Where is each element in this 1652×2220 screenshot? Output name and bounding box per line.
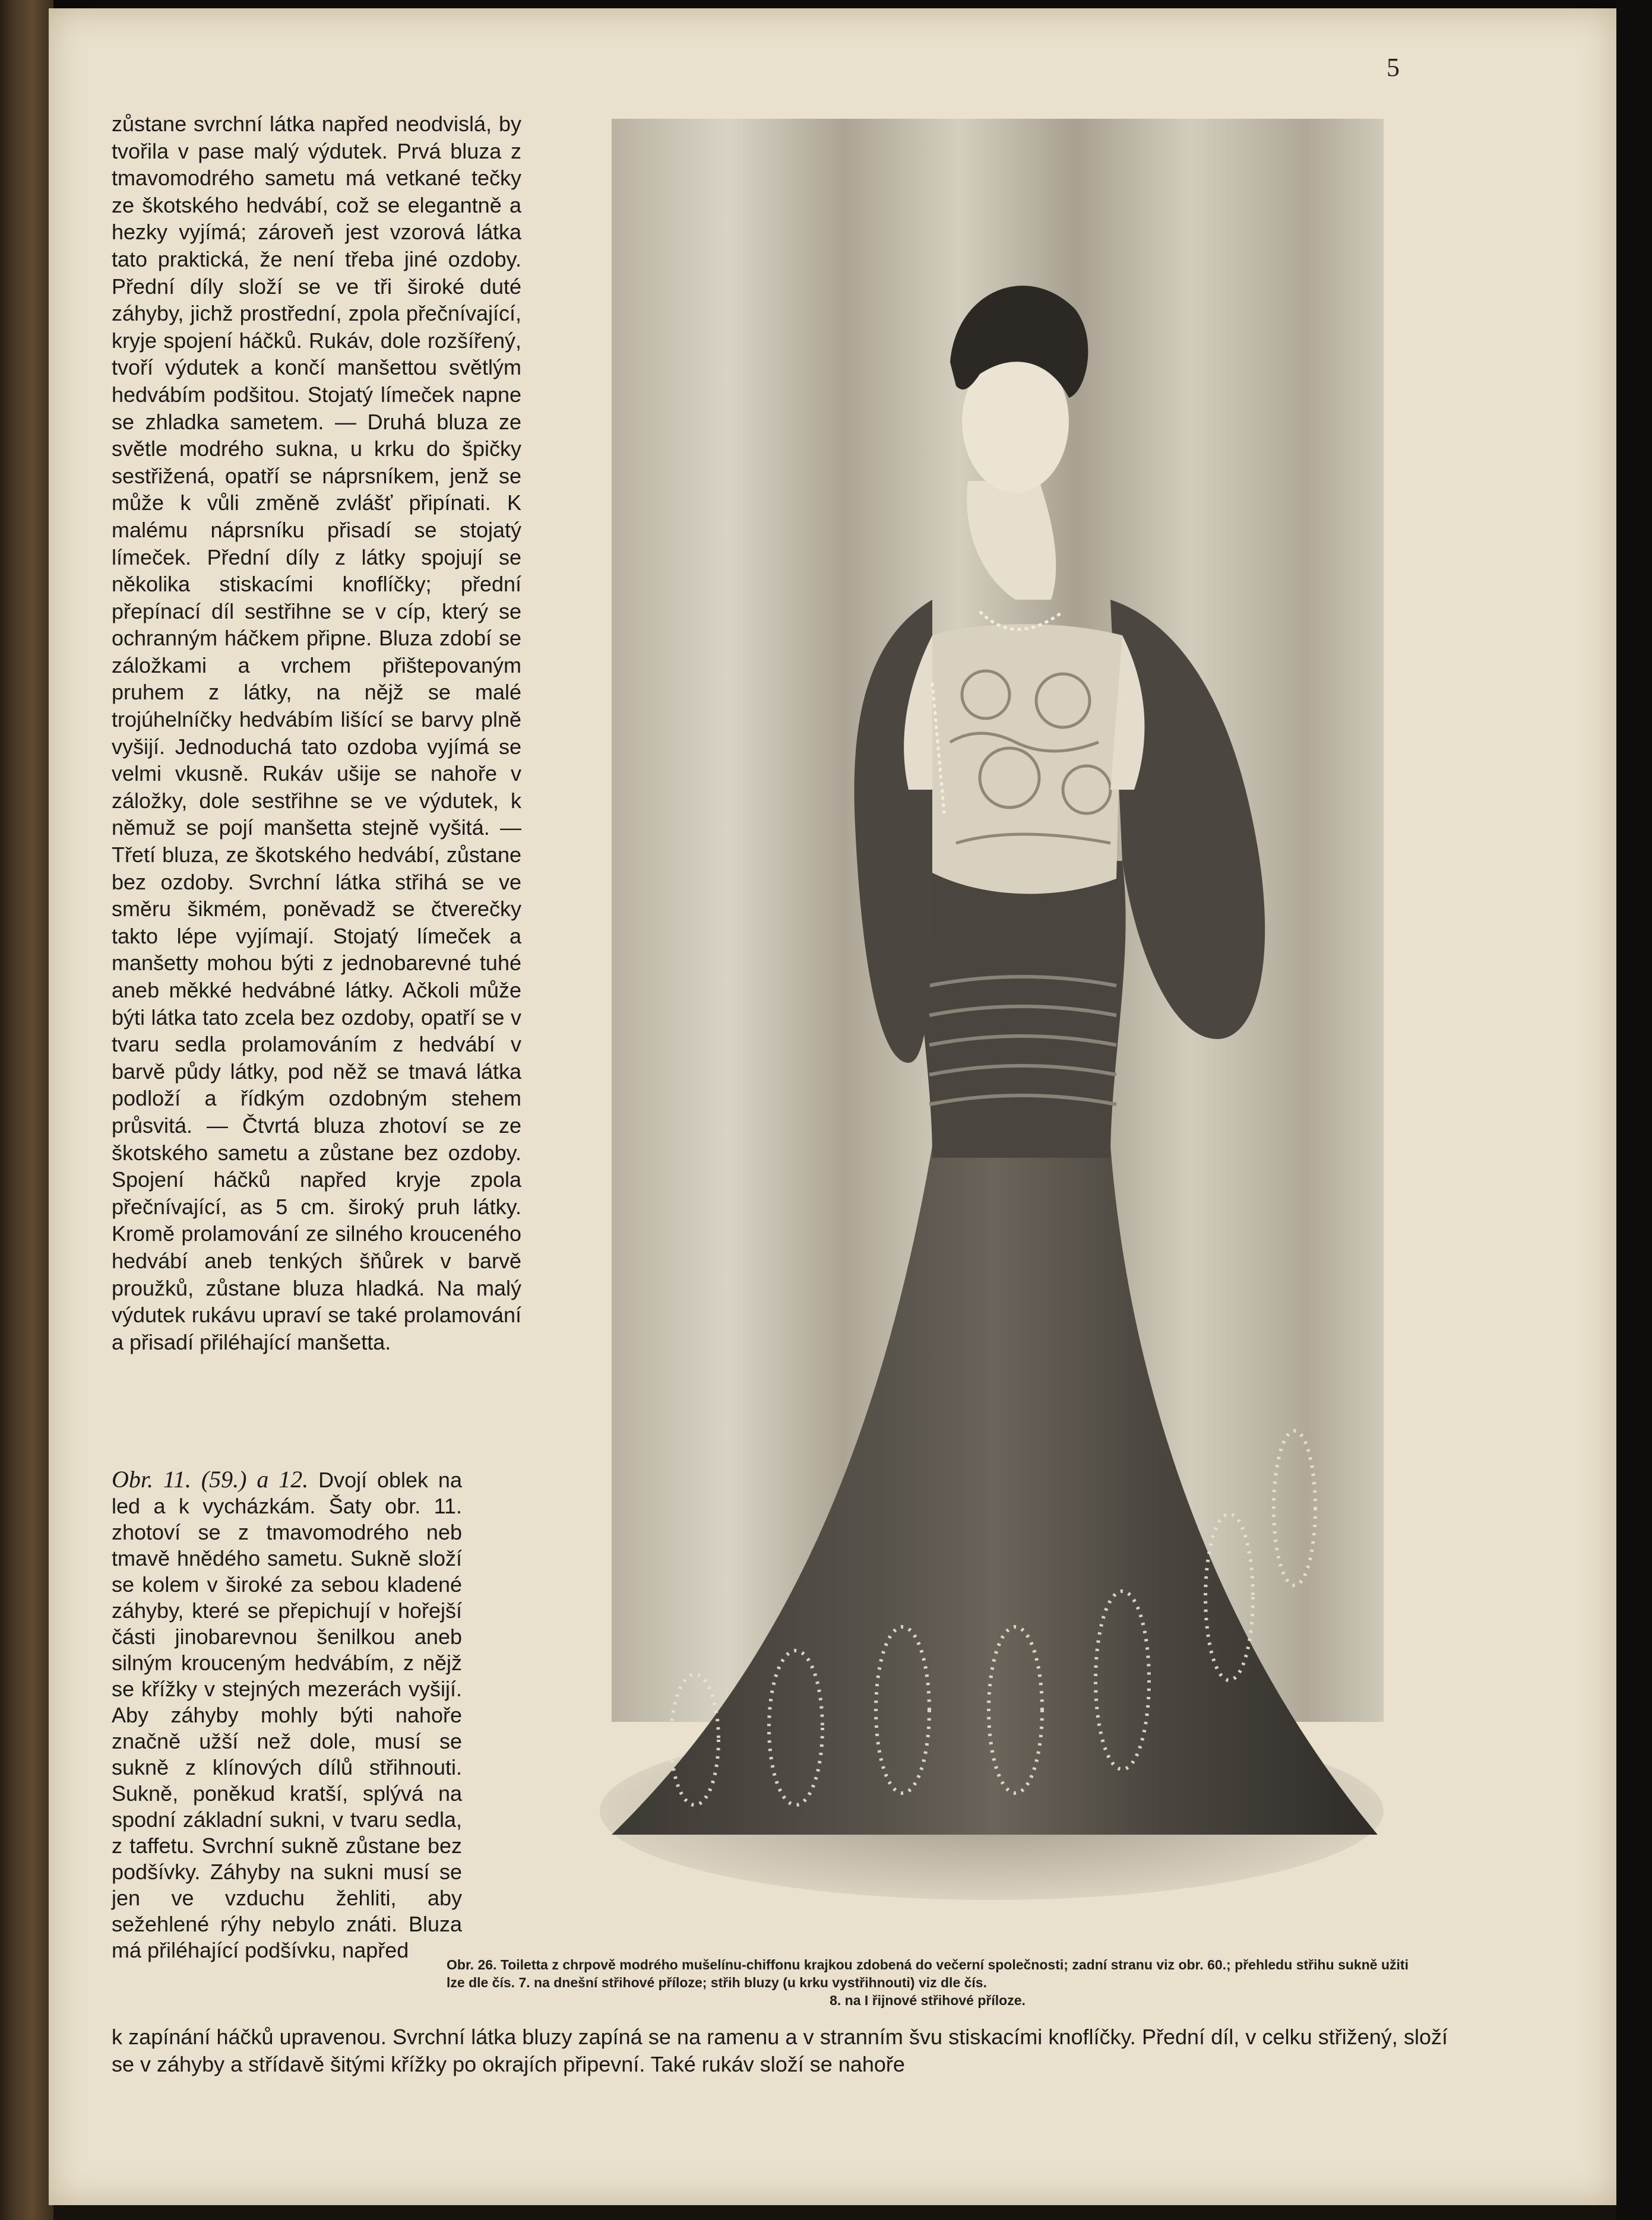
lace-yoke	[932, 624, 1122, 894]
continuation-text: k zapínání háčků upravenou. Svrchní látka bluzy zapíná se na ramenu a v stranním švu stiskacími knoflíčky. Přední díl, v celku střižený, složí se v záhyby a střídavě šitými křížky po okrajích připevní. Také rukáv složí se nahoře	[112, 2025, 1448, 2076]
figure-description	[112, 1467, 462, 1964]
figure-reference: Obr. 11. (59.) a 12.	[112, 1466, 309, 1493]
article-column	[112, 110, 521, 1356]
figure-caption	[447, 1956, 1409, 2009]
gown-bodice	[917, 861, 1125, 1158]
scan-right-edge	[1616, 0, 1652, 2220]
figure-description-text: Dvojí oblek na led a k vycházkám. Šaty obr. 11. zhotoví se z tmavomodrého neb tmavě hnědého sametu. Sukně složí se kolem v široké za sebou kladené záhyby, které se přepichují v hořejší části jinobarevnou šenilkou aneb silným krouceným hedvábím, z nějž se křížky v stejných mezerách vyšijí. Aby záhyby mohly býti nahoře značně užší než dole, musí se sukně z klínových dílů střihnouti. Sukně, poněkud kratší, splývá na spodní základní sukni, v tvaru sedla, z taffetu. Svrchní sukně zůstane bez podšívky. Záhyby na sukni musí se jen ve vzduchu žehliti, aby sežehlené rýhy nebylo znáti. Bluza má přiléhající podšívku, napřed	[112, 1468, 462, 1962]
article-paragraph: zůstane svrchní látka napřed neodvislá, by tvořila v pase malý výdutek. Prvá bluza z tmavomodrého sametu má vetkané tečky ze škotského hedvábí, což se elegantně a hezky vyjímá; zároveň jest vzorová látka tato praktická, že není třeba jiné ozdoby. Přední díly složí se ve tři široké duté záhyby, jichž prostřední, zpola přečnívající, kryje spojení háčků. Rukáv, dole rozšířený, tvoří výdutek a končí manšettou světlým hedvábím podšitou. Stojatý límeček napne se zhladka sametem. — Druhá bluza ze světle modrého sukna, u krku do špičky sestřižená, opatří se náprsníkem, jenž se může k vůli změně zvlášť připínati. K malému náprsníku přisadí se stojatý límeček. Přední díly z látky spojují se několika stiskacími knoflíčky; přední přepínací díl sestřihne se v cíp, který se ochranným háčkem připne. Bluza zdobí se záložkami a vrchem přištepovaným pruhem z látky, na nějž se malé trojúhelníčky hedvábím lišící se barvy plně vyšijí. Jednoduchá tato ozdoba vyjímá se velmi vkusně. Rukáv ušije se nahoře v záložky, dole sestřihne se ve výdutek, k němuž se pojí manšetta stejně vyšitá. — Třetí bluza, ze škotského hedvábí, zůstane bez ozdoby. Svrchní látka střihá se ve směru šikmém, poněvadž se čtverečky takto lépe vyjímají. Stojatý límeček a manšetty mohou býti z jednobarevné tuhé aneb měkké hedvábné látky. Ačkoli může býti látka tato zcela bez ozdoby, opatří se v tvaru sedla prolamováním z hedvábí v barvě půdy látky, pod něž se tmavá látka podloží a řídkým ozdobným stehem průsvitá. — Čtvrtá bluza zhotoví se ze škotského sametu a zůstane bez ozdoby. Spojení háčků napřed kryje zpola přečnívající, as 5 cm. široký pruh látky. Kromě prolamování ze silného krouceného hedvábí aneb tenkých šňůrek v barvě proužků, zůstane bluza hladká. Na malý výdutek rukávu upraví se také prolamování a přisadí přiléhající manšetta.	[112, 112, 521, 1354]
caption-line-1: Obr. 26. Toiletta z chrpově modrého mušelínu-chiffonu krajkou zdobená do večerní společnosti; zadní stranu viz obr. 60.; přehledu střihu sukně užiti lze dle čís. 7. na dnešní střihové příloze; střih bluzy (u krku vystřihnouti) viz dle čís.	[447, 1957, 1409, 1990]
book-binding	[0, 0, 53, 2220]
fashion-illustration	[600, 113, 1390, 1906]
page-number: 5	[1387, 53, 1400, 82]
caption-line-2: 8. na I řijnové střihové příloze.	[830, 1993, 1026, 2008]
figure-description-column	[112, 1467, 462, 1964]
